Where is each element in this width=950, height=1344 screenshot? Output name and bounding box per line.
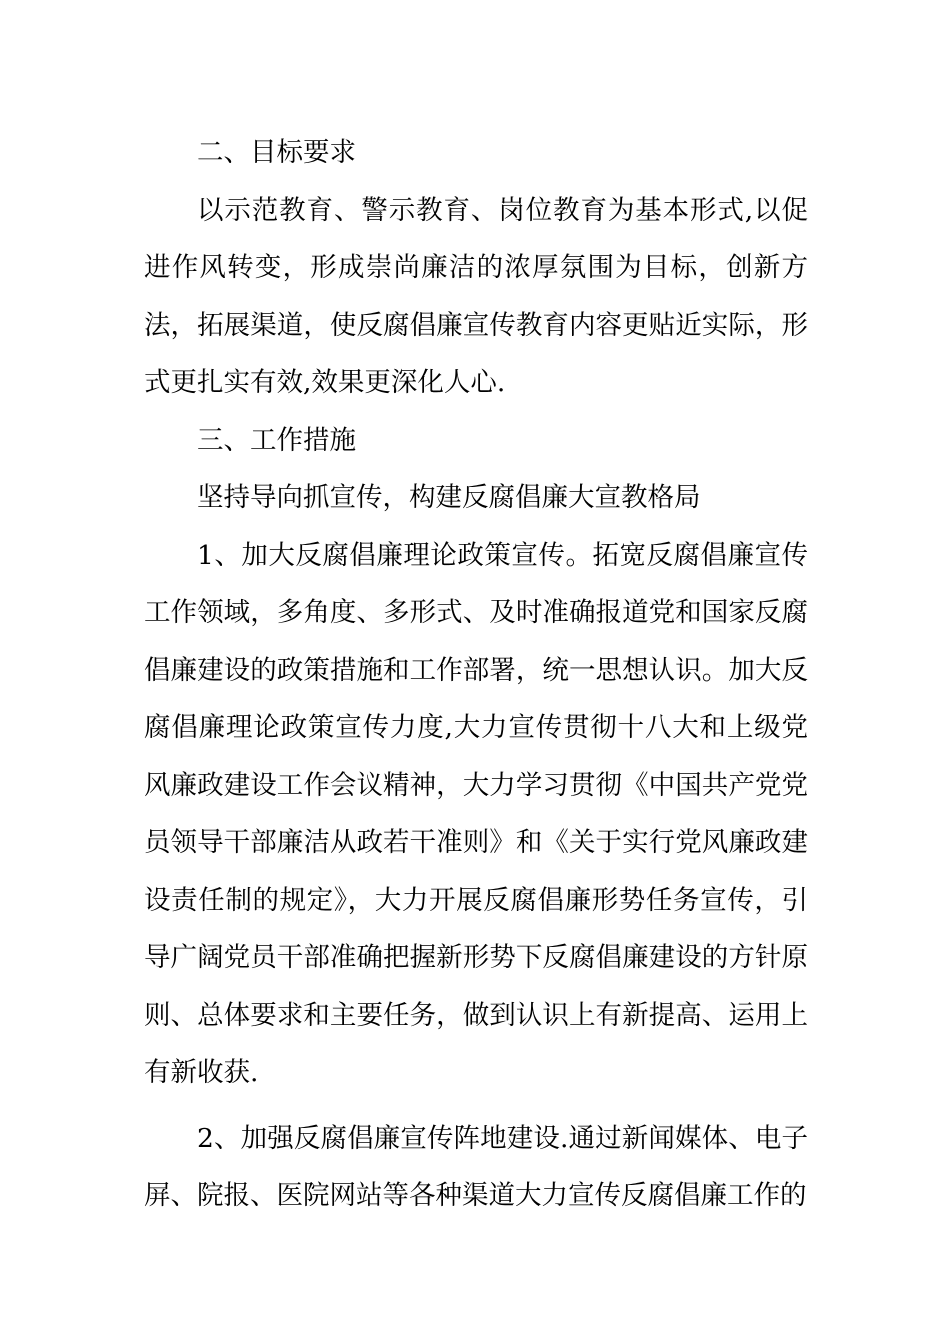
section-heading-goals: 二、目标要求	[197, 137, 356, 168]
section-heading-measures: 三、工作措施	[197, 424, 356, 456]
document-page	[144, 124, 808, 1225]
paragraph-item-1: 1、加大反腐倡廉理论政策宣传。拓宽反腐倡廉宣传工作领域，多角度、多形式、及时准确报道党和国家反腐倡廉建设的政策措施和工作部署，统一思想认识。加大反腐倡廉理论政策宣传力度,大力宣传贯彻十八大和上级党风廉政建设工作会议精神，大力学习贯彻《中国共产党党员领导干部廉洁从政若干准则》和《关于实行党风廉政建设责任制的规定》，大力开展反腐倡廉形势任务宣传，引导广阔党员干部准确把握新形势下反腐倡廉建设的方针原则、总体要求和主要任务，做到认识上有新提高、运用上有新收获.	[144, 539, 808, 1088]
paragraph-item-2: 2、加强反腐倡廉宣传阵地建设.通过新闻媒体、电子屏、院报、医院网站等各种渠道大力宣传反腐倡廉工作的	[144, 1122, 808, 1211]
subheading-guidance: 坚持导向抓宣传，构建反腐倡廉大宣教格局	[197, 482, 701, 513]
paragraph-goals: 以示范教育、警示教育、岗位教育为基本形式,以促进作风转变，形成崇尚廉洁的浓厚氛围为目标，创新方法，拓展渠道，使反腐倡廉宣传教育内容更贴近实际，形式更扎实有效,效果更深化人心.	[144, 194, 808, 398]
